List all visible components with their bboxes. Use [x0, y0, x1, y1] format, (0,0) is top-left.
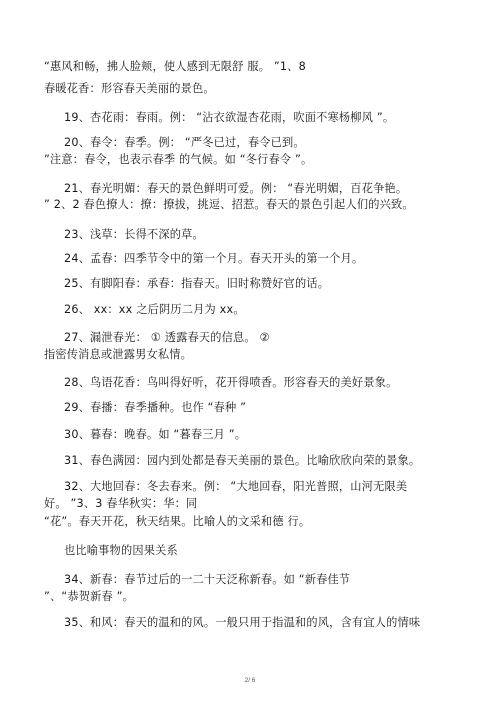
text-line: ”注意：春令，也表示春季 的气候。如 “冬行春令 ”。	[44, 153, 313, 166]
text-line: 24、孟春：四季节令中的第一个月。春天开头的第一个月。	[64, 252, 364, 265]
text-line: ” 2、2 春色撩人：撩：撩拔，挑逗、招惹。春天的景色引起人们的兴致。	[44, 198, 414, 211]
text-line: 21、春光明媚：春天的景色鲜明可爱。例： “春光明媚，百花争艳。	[64, 182, 408, 195]
text-line: 也比喻事物的因果关系	[64, 544, 178, 557]
text-line: 32、大地回春：冬去春来。例： “大地回春，阳光普照，山河无限美	[64, 480, 408, 493]
text-line: 35、和风：春天的温和的风。一般只用于指温和的风，含有宜人的情味	[64, 616, 421, 629]
text-line: 34、新春：春节过后的一二十天泛称新春。如 “新春佳节	[64, 573, 351, 586]
text-line: 指密传消息或泄露男女私情。	[44, 348, 193, 361]
text-line: ”、“恭贺新春 ”。	[44, 590, 135, 603]
text-line: “花”。春天开花，秋天结果。比喻人的文采和德 行。	[44, 515, 311, 528]
text-line: 30、暮春：晚春。如 “暮春三月 ”。	[64, 428, 247, 441]
page-number: 2/ 6	[244, 677, 256, 684]
text-line: “惠风和畅，拂人脸颊，使人感到无限舒 服。 ”1、8	[44, 60, 306, 73]
text-line: 20、春令：春季。例： “严冬已过，春令已到。	[64, 136, 305, 149]
text-line: 31、春色满园：园内到处都是春天美丽的景色。比喻欣欣向荣的景象。	[64, 454, 421, 467]
text-line: 27、漏泄春光： ① 透露春天的信息。 ②	[64, 331, 270, 344]
text-line: 29、春播：春季播种。也作 “春种 ”	[64, 401, 247, 414]
text-line: 26、 xx：xx 之后阴历二月为 xx。	[64, 303, 245, 316]
text-line: 28、鸟语花香：鸟叫得好听，花开得喷香。形容春天的美好景象。	[64, 376, 398, 389]
text-line: 好。 ”3、3 春华秋实：华：同	[44, 497, 198, 510]
text-line: 19、杏花雨：春雨。例： “沾衣欲湿杏花雨，吹面不寒杨柳风 ”。	[64, 111, 395, 124]
text-line: 25、有脚阳春：承春：指春天。旧时称赞好官的话。	[64, 277, 330, 290]
text-line: 23、浅草：长得不深的草。	[64, 228, 204, 241]
text-line: 春暖花香：形容春天美丽的景色。	[44, 82, 215, 95]
